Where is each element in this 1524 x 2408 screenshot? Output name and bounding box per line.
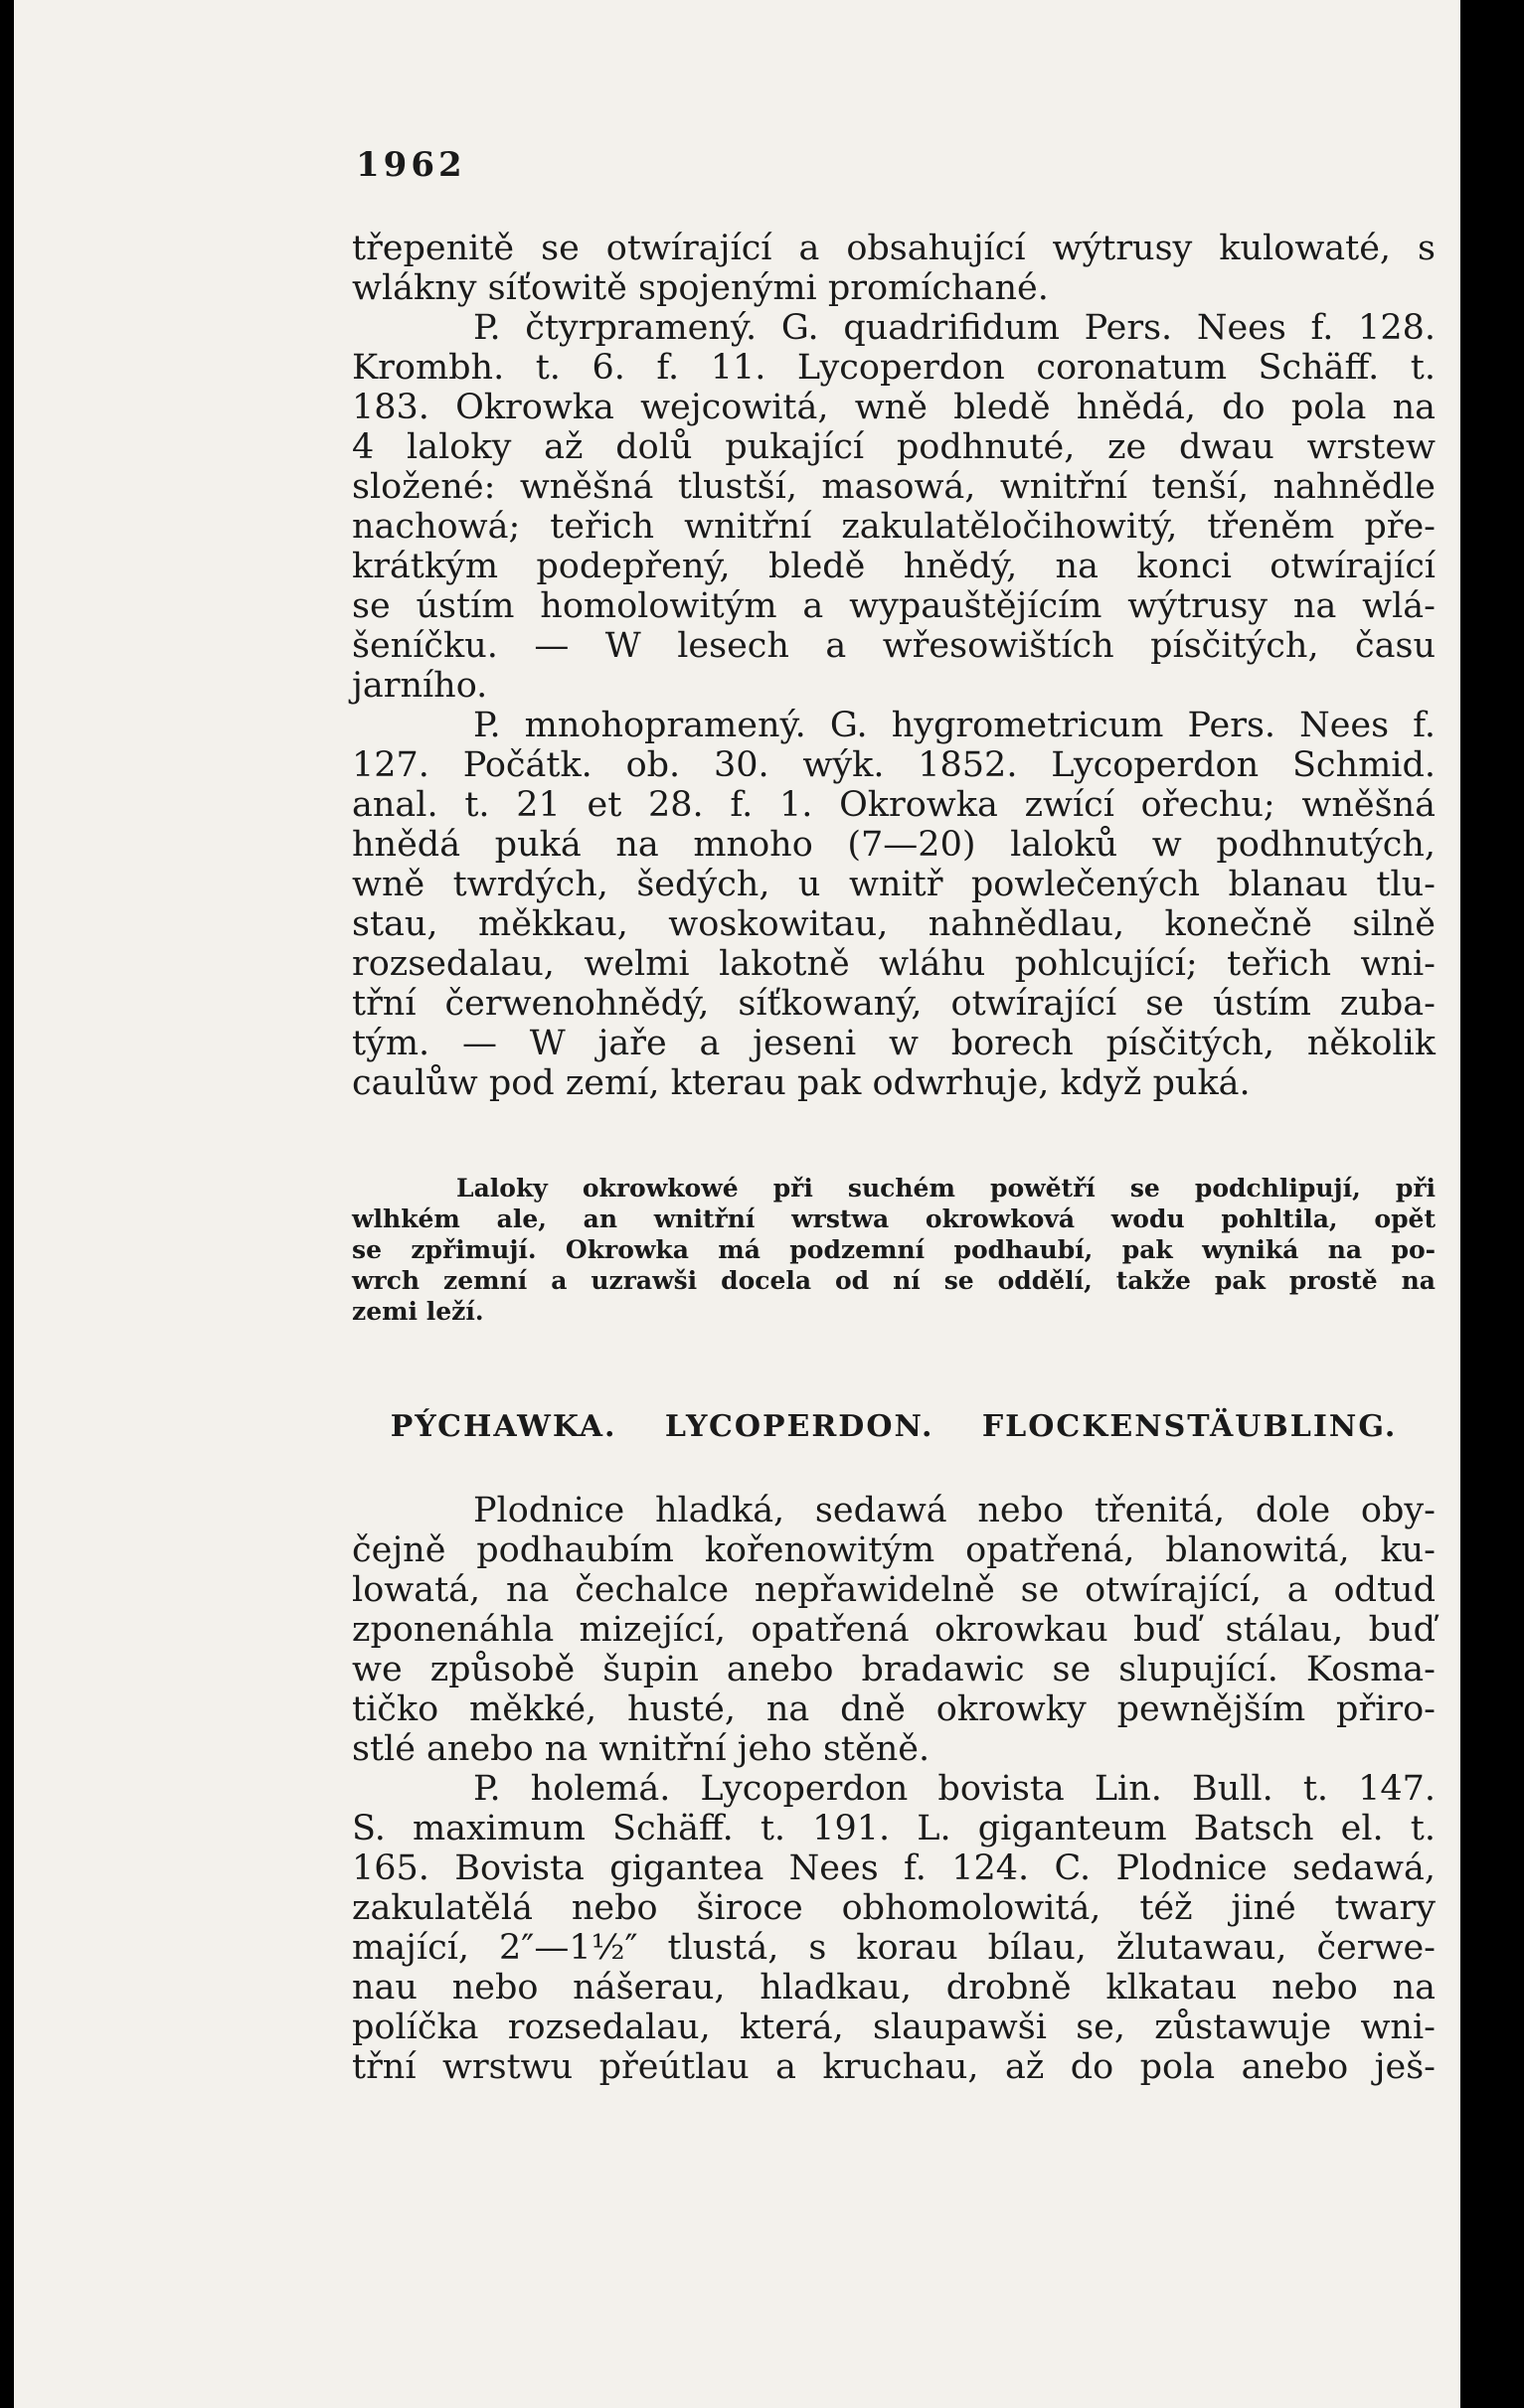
text-line: S. maximum Schäff. t. 191. L. giganteum Batsch el. t. <box>352 1809 1436 1848</box>
text-line: P. mnohopramený. G. hygrometricum Pers. Nees f. <box>473 706 1436 745</box>
book-page <box>14 0 1492 2408</box>
text-line: lowatá, na čechalce nepřawidelně se otwírající, a odtud <box>352 1570 1436 1610</box>
text-line: 127. Počátk. ob. 30. wýk. 1852. Lycoperdon Schmid. <box>352 745 1436 785</box>
note-line: se zpřimují. Okrowka má podzemní podhaubí, pak wyniká na po- <box>352 1235 1436 1264</box>
text-line: zponenáhla mizející, opatřená okrowkau buď stálau, buď <box>352 1610 1436 1650</box>
text-line: třní wrstwu přeútlau a kruchau, až do pola anebo ješ- <box>352 2047 1436 2087</box>
text-line: wně twrdých, šedých, u wnitř powlečených blanau tlu- <box>352 865 1436 904</box>
text-line: P. holemá. Lycoperdon bovista Lin. Bull. t. 147. <box>473 1769 1436 1809</box>
text-line: nachowá; teřich wnitřní zakulatěločihowitý, třeněm pře- <box>352 507 1436 547</box>
note-line: wlhkém ale, an wnitřní wrstwa okrowková wodu pohltila, opět <box>352 1204 1436 1233</box>
text-line: zakulatělá nebo široce obhomolowitá, též jiné twary <box>352 1888 1436 1928</box>
text-line: hnědá puká na mnoho (7—20) laloků w podhnutých, <box>352 825 1436 865</box>
main-text-block-2 <box>352 1491 1436 2087</box>
text-line: se ústím homolowitým a wypauštějícím wýtrusy na wlá- <box>352 586 1436 626</box>
text-line: 183. Okrowka wejcowitá, wně bledě hnědá, do pola na <box>352 388 1436 427</box>
text-line: Krombh. t. 6. f. 11. Lycoperdon coronatum Schäff. t. <box>352 348 1436 388</box>
genus-heading <box>352 1409 1436 1444</box>
text-line: wlákny síťowitě spojenými promíchané. <box>352 268 1049 308</box>
heading-czech: PÝCHAWKA. <box>390 1409 617 1444</box>
page-number: 1962 <box>356 145 466 185</box>
text-line: 165. Bovista gigantea Nees f. 124. C. Plodnice sedawá, <box>352 1848 1436 1888</box>
text-line: stau, měkkau, woskowitau, nahnědlau, konečně silně <box>352 904 1436 944</box>
text-line: mající, 2″—1½″ tlustá, s korau bílau, žlutawau, čerwe- <box>352 1928 1436 1968</box>
text-line: šeníčku. — W lesech a wřesowištích písčitých, času <box>352 626 1436 666</box>
text-line: P. čtyrpramený. G. quadrifidum Pers. Nees f. 128. <box>473 308 1436 348</box>
text-line: we způsobě šupin anebo bradawic se slupující. Kosma- <box>352 1650 1436 1689</box>
text-line: caulůw pod zemí, kterau pak odwrhuje, když puká. <box>352 1063 1251 1103</box>
text-line: složené: wněšná tlustší, masowá, wnitřní tenší, nahnědle <box>352 467 1436 507</box>
text-line: 4 laloky až dolů pukající podhnuté, ze dwau wrstew <box>352 427 1436 467</box>
note-line: Laloky okrowkowé při suchém powětří se podchlipují, při <box>456 1174 1436 1203</box>
heading-german: FLOCKENSTÄUBLING. <box>981 1409 1398 1444</box>
footnote-block <box>352 1173 1436 1327</box>
scan-border <box>1460 0 1492 2408</box>
text-line: políčka rozsedalau, která, slaupawši se, zůstawuje wni- <box>352 2007 1436 2047</box>
text-line: stlé anebo na wnitřní jeho stěně. <box>352 1729 931 1769</box>
text-line: třní čerwenohnědý, síťkowaný, otwírající se ústím zuba- <box>352 984 1436 1024</box>
text-line: anal. t. 21 et 28. f. 1. Okrowka zwící ořechu; wněšná <box>352 785 1436 825</box>
note-line: zemi leží. <box>352 1297 484 1326</box>
text-line: třepenitě se otwírající a obsahující wýtrusy kulowaté, s <box>352 229 1436 268</box>
text-line: rozsedalau, welmi lakotně wláhu pohlcující; teřich wni- <box>352 944 1436 984</box>
heading-latin: LYCOPERDON. <box>664 1409 934 1444</box>
main-text-block-1 <box>352 229 1436 1103</box>
note-line: wrch zemní a uzrawši docela od ní se oddělí, takže pak prostě na <box>352 1266 1436 1295</box>
text-line: nau nebo nášerau, hladkau, drobně klkatau nebo na <box>352 1968 1436 2007</box>
text-line: jarního. <box>352 666 488 706</box>
text-line: Plodnice hladká, sedawá nebo třenitá, dole oby- <box>473 1491 1436 1530</box>
text-line: krátkým podepřený, bledě hnědý, na konci otwírající <box>352 547 1436 586</box>
text-line: tým. — W jaře a jeseni w borech písčitých, několik <box>352 1024 1436 1063</box>
text-line: čejně podhaubím kořenowitým opatřená, blanowitá, ku- <box>352 1530 1436 1570</box>
text-line: tičko měkké, husté, na dně okrowky pewnějším přiro- <box>352 1689 1436 1729</box>
